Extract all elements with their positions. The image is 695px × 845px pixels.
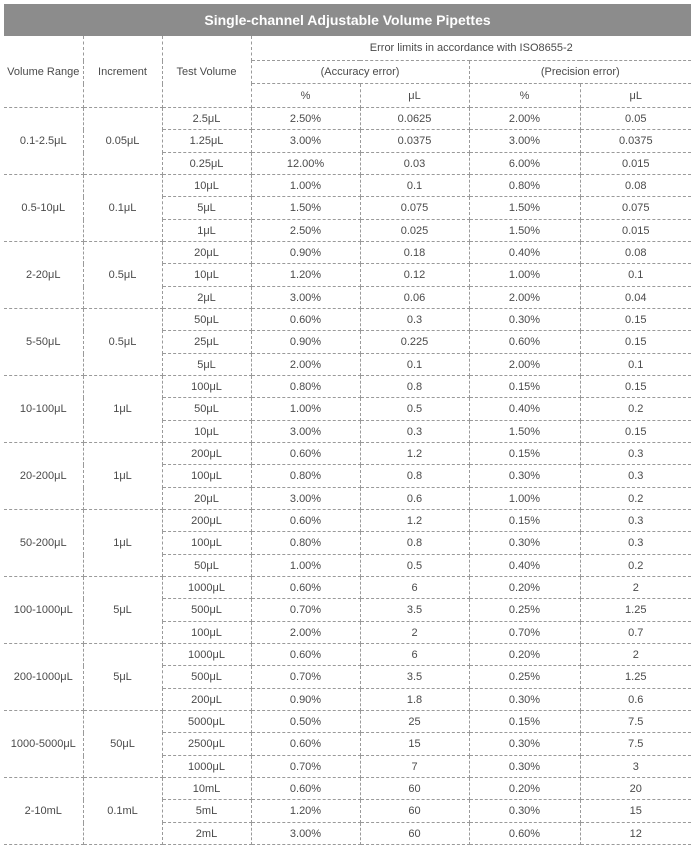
test-volume-cell: 50μL (162, 555, 251, 577)
increment-cell: 0.5μL (83, 309, 162, 376)
precision-ul-cell: 0.15 (580, 309, 691, 331)
precision-pct-cell: 2.00% (469, 354, 580, 376)
accuracy-ul-cell: 0.5 (360, 398, 469, 421)
test-volume-cell: 1000μL (162, 756, 251, 778)
test-volume-cell: 1μL (162, 220, 251, 242)
precision-pct-cell: 0.30% (469, 733, 580, 756)
accuracy-ul-cell: 3.5 (360, 599, 469, 622)
volume-range-cell: 50-200μL (4, 510, 83, 577)
header-error-limits: Error limits in accordance with ISO8655-2 (251, 36, 691, 61)
table-row (4, 510, 691, 532)
accuracy-pct-cell: 1.00% (251, 398, 360, 421)
test-volume-cell: 500μL (162, 599, 251, 622)
precision-pct-cell: 0.30% (469, 756, 580, 778)
precision-ul-cell: 0.08 (580, 175, 691, 197)
precision-pct-cell: 0.30% (469, 309, 580, 331)
test-volume-cell: 2mL (162, 823, 251, 845)
volume-range-cell: 100-1000μL (4, 577, 83, 644)
accuracy-pct-cell: 0.50% (251, 711, 360, 733)
precision-pct-cell: 0.30% (469, 465, 580, 488)
precision-pct-cell: 1.00% (469, 264, 580, 287)
pipette-error-table (4, 36, 691, 845)
accuracy-pct-cell: 0.80% (251, 465, 360, 488)
accuracy-pct-cell: 1.00% (251, 555, 360, 577)
precision-pct-cell: 2.00% (469, 108, 580, 130)
header-increment: Increment (83, 36, 162, 108)
accuracy-ul-cell: 3.5 (360, 666, 469, 689)
test-volume-cell: 10μL (162, 175, 251, 197)
accuracy-pct-cell: 1.50% (251, 197, 360, 220)
header-accuracy: (Accuracy error) (251, 61, 469, 84)
accuracy-ul-cell: 2 (360, 622, 469, 644)
accuracy-pct-cell: 0.80% (251, 376, 360, 398)
table-row (4, 175, 691, 197)
accuracy-ul-cell: 0.03 (360, 153, 469, 175)
test-volume-cell: 0.25μL (162, 153, 251, 175)
precision-ul-cell: 0.1 (580, 354, 691, 376)
volume-range-cell: 2-10mL (4, 778, 83, 845)
volume-range-cell: 20-200μL (4, 443, 83, 510)
accuracy-ul-cell: 0.6 (360, 488, 469, 510)
accuracy-ul-cell: 0.8 (360, 465, 469, 488)
test-volume-cell: 50μL (162, 398, 251, 421)
header-row-1 (4, 36, 691, 61)
volume-range-cell: 10-100μL (4, 376, 83, 443)
precision-ul-cell: 2 (580, 644, 691, 666)
precision-ul-cell: 0.0375 (580, 130, 691, 153)
precision-pct-cell: 0.30% (469, 800, 580, 823)
test-volume-cell: 100μL (162, 465, 251, 488)
table-row (4, 778, 691, 800)
precision-ul-cell: 0.015 (580, 153, 691, 175)
accuracy-ul-cell: 1.8 (360, 689, 469, 711)
test-volume-cell: 2μL (162, 287, 251, 309)
table-row (4, 577, 691, 599)
accuracy-pct-cell: 1.20% (251, 264, 360, 287)
header-precision-ul: μL (580, 84, 691, 108)
accuracy-ul-cell: 0.025 (360, 220, 469, 242)
precision-pct-cell: 0.30% (469, 689, 580, 711)
accuracy-ul-cell: 6 (360, 644, 469, 666)
precision-pct-cell: 0.20% (469, 778, 580, 800)
precision-pct-cell: 1.00% (469, 488, 580, 510)
precision-ul-cell: 0.1 (580, 264, 691, 287)
table-row (4, 443, 691, 465)
increment-cell: 5μL (83, 577, 162, 644)
test-volume-cell: 5000μL (162, 711, 251, 733)
accuracy-ul-cell: 0.06 (360, 287, 469, 309)
precision-ul-cell: 2 (580, 577, 691, 599)
accuracy-pct-cell: 1.20% (251, 800, 360, 823)
precision-ul-cell: 0.075 (580, 197, 691, 220)
precision-ul-cell: 0.015 (580, 220, 691, 242)
test-volume-cell: 200μL (162, 510, 251, 532)
test-volume-cell: 2500μL (162, 733, 251, 756)
accuracy-ul-cell: 0.3 (360, 309, 469, 331)
volume-range-cell: 5-50μL (4, 309, 83, 376)
accuracy-pct-cell: 0.70% (251, 666, 360, 689)
test-volume-cell: 5μL (162, 197, 251, 220)
accuracy-ul-cell: 1.2 (360, 510, 469, 532)
accuracy-ul-cell: 0.0625 (360, 108, 469, 130)
precision-pct-cell: 0.70% (469, 622, 580, 644)
volume-range-cell: 200-1000μL (4, 644, 83, 711)
accuracy-ul-cell: 0.8 (360, 376, 469, 398)
test-volume-cell: 1000μL (162, 644, 251, 666)
test-volume-cell: 100μL (162, 376, 251, 398)
accuracy-ul-cell: 60 (360, 800, 469, 823)
accuracy-pct-cell: 0.60% (251, 510, 360, 532)
precision-ul-cell: 0.3 (580, 510, 691, 532)
test-volume-cell: 10μL (162, 264, 251, 287)
accuracy-pct-cell: 0.60% (251, 577, 360, 599)
accuracy-ul-cell: 0.12 (360, 264, 469, 287)
test-volume-cell: 200μL (162, 689, 251, 711)
precision-pct-cell: 0.20% (469, 577, 580, 599)
table-body (4, 108, 691, 845)
precision-ul-cell: 0.3 (580, 465, 691, 488)
increment-cell: 1μL (83, 510, 162, 577)
table-row (4, 711, 691, 733)
accuracy-pct-cell: 0.90% (251, 331, 360, 354)
precision-ul-cell: 0.15 (580, 376, 691, 398)
precision-ul-cell: 0.7 (580, 622, 691, 644)
precision-pct-cell: 0.80% (469, 175, 580, 197)
accuracy-ul-cell: 60 (360, 778, 469, 800)
header-accuracy-pct: % (251, 84, 360, 108)
precision-pct-cell: 0.60% (469, 823, 580, 845)
accuracy-ul-cell: 25 (360, 711, 469, 733)
header-precision: (Precision error) (469, 61, 691, 84)
precision-pct-cell: 0.25% (469, 666, 580, 689)
test-volume-cell: 1.25μL (162, 130, 251, 153)
test-volume-cell: 200μL (162, 443, 251, 465)
precision-ul-cell: 1.25 (580, 599, 691, 622)
precision-pct-cell: 0.40% (469, 242, 580, 264)
precision-ul-cell: 0.15 (580, 421, 691, 443)
accuracy-pct-cell: 0.60% (251, 443, 360, 465)
accuracy-pct-cell: 0.70% (251, 756, 360, 778)
precision-ul-cell: 15 (580, 800, 691, 823)
precision-ul-cell: 7.5 (580, 711, 691, 733)
precision-pct-cell: 0.40% (469, 555, 580, 577)
precision-pct-cell: 1.50% (469, 197, 580, 220)
precision-ul-cell: 0.04 (580, 287, 691, 309)
accuracy-pct-cell: 0.90% (251, 242, 360, 264)
accuracy-ul-cell: 6 (360, 577, 469, 599)
table-row (4, 242, 691, 264)
accuracy-pct-cell: 0.60% (251, 309, 360, 331)
test-volume-cell: 25μL (162, 331, 251, 354)
precision-pct-cell: 6.00% (469, 153, 580, 175)
table-row (4, 108, 691, 130)
precision-ul-cell: 0.08 (580, 242, 691, 264)
accuracy-ul-cell: 0.18 (360, 242, 469, 264)
accuracy-pct-cell: 2.50% (251, 108, 360, 130)
accuracy-ul-cell: 0.1 (360, 354, 469, 376)
precision-ul-cell: 0.2 (580, 398, 691, 421)
test-volume-cell: 2.5μL (162, 108, 251, 130)
increment-cell: 5μL (83, 644, 162, 711)
accuracy-ul-cell: 60 (360, 823, 469, 845)
precision-pct-cell: 0.30% (469, 532, 580, 555)
accuracy-pct-cell: 0.60% (251, 644, 360, 666)
precision-ul-cell: 0.2 (580, 488, 691, 510)
accuracy-pct-cell: 0.70% (251, 599, 360, 622)
accuracy-ul-cell: 0.3 (360, 421, 469, 443)
test-volume-cell: 10μL (162, 421, 251, 443)
accuracy-pct-cell: 3.00% (251, 130, 360, 153)
volume-range-cell: 0.1-2.5μL (4, 108, 83, 175)
accuracy-ul-cell: 0.225 (360, 331, 469, 354)
accuracy-pct-cell: 2.00% (251, 354, 360, 376)
precision-ul-cell: 0.3 (580, 532, 691, 555)
accuracy-pct-cell: 3.00% (251, 287, 360, 309)
header-precision-pct: % (469, 84, 580, 108)
accuracy-ul-cell: 0.8 (360, 532, 469, 555)
precision-pct-cell: 0.15% (469, 443, 580, 465)
precision-pct-cell: 1.50% (469, 220, 580, 242)
accuracy-pct-cell: 3.00% (251, 823, 360, 845)
precision-pct-cell: 1.50% (469, 421, 580, 443)
increment-cell: 0.05μL (83, 108, 162, 175)
accuracy-ul-cell: 15 (360, 733, 469, 756)
table-row (4, 644, 691, 666)
precision-ul-cell: 1.25 (580, 666, 691, 689)
pipette-spec-document (4, 4, 691, 845)
precision-ul-cell: 0.6 (580, 689, 691, 711)
table-title: Single-channel Adjustable Volume Pipettes (4, 4, 691, 36)
accuracy-pct-cell: 2.50% (251, 220, 360, 242)
accuracy-pct-cell: 12.00% (251, 153, 360, 175)
precision-pct-cell: 0.60% (469, 331, 580, 354)
test-volume-cell: 1000μL (162, 577, 251, 599)
accuracy-pct-cell: 3.00% (251, 488, 360, 510)
accuracy-pct-cell: 3.00% (251, 421, 360, 443)
precision-pct-cell: 0.20% (469, 644, 580, 666)
precision-pct-cell: 0.15% (469, 510, 580, 532)
volume-range-cell: 2-20μL (4, 242, 83, 309)
precision-ul-cell: 0.2 (580, 555, 691, 577)
table-row (4, 309, 691, 331)
test-volume-cell: 20μL (162, 242, 251, 264)
accuracy-ul-cell: 0.075 (360, 197, 469, 220)
precision-ul-cell: 3 (580, 756, 691, 778)
precision-pct-cell: 0.40% (469, 398, 580, 421)
precision-ul-cell: 0.05 (580, 108, 691, 130)
accuracy-pct-cell: 0.90% (251, 689, 360, 711)
header-volume-range: Volume Range (4, 36, 83, 108)
accuracy-pct-cell: 2.00% (251, 622, 360, 644)
increment-cell: 0.5μL (83, 242, 162, 309)
test-volume-cell: 20μL (162, 488, 251, 510)
precision-ul-cell: 20 (580, 778, 691, 800)
test-volume-cell: 100μL (162, 532, 251, 555)
increment-cell: 1μL (83, 443, 162, 510)
header-test-volume: Test Volume (162, 36, 251, 108)
test-volume-cell: 10mL (162, 778, 251, 800)
precision-pct-cell: 0.15% (469, 376, 580, 398)
precision-ul-cell: 7.5 (580, 733, 691, 756)
volume-range-cell: 1000-5000μL (4, 711, 83, 778)
precision-ul-cell: 12 (580, 823, 691, 845)
precision-ul-cell: 0.3 (580, 443, 691, 465)
accuracy-pct-cell: 0.60% (251, 778, 360, 800)
increment-cell: 0.1μL (83, 175, 162, 242)
header-accuracy-ul: μL (360, 84, 469, 108)
precision-pct-cell: 3.00% (469, 130, 580, 153)
test-volume-cell: 5μL (162, 354, 251, 376)
increment-cell: 1μL (83, 376, 162, 443)
increment-cell: 0.1mL (83, 778, 162, 845)
precision-pct-cell: 0.15% (469, 711, 580, 733)
test-volume-cell: 100μL (162, 622, 251, 644)
test-volume-cell: 500μL (162, 666, 251, 689)
accuracy-pct-cell: 1.00% (251, 175, 360, 197)
accuracy-ul-cell: 7 (360, 756, 469, 778)
accuracy-pct-cell: 0.60% (251, 733, 360, 756)
test-volume-cell: 50μL (162, 309, 251, 331)
volume-range-cell: 0.5-10μL (4, 175, 83, 242)
increment-cell: 50μL (83, 711, 162, 778)
accuracy-ul-cell: 0.0375 (360, 130, 469, 153)
precision-pct-cell: 2.00% (469, 287, 580, 309)
precision-ul-cell: 0.15 (580, 331, 691, 354)
test-volume-cell: 5mL (162, 800, 251, 823)
precision-pct-cell: 0.25% (469, 599, 580, 622)
accuracy-ul-cell: 0.5 (360, 555, 469, 577)
accuracy-ul-cell: 1.2 (360, 443, 469, 465)
table-row (4, 376, 691, 398)
accuracy-ul-cell: 0.1 (360, 175, 469, 197)
accuracy-pct-cell: 0.80% (251, 532, 360, 555)
